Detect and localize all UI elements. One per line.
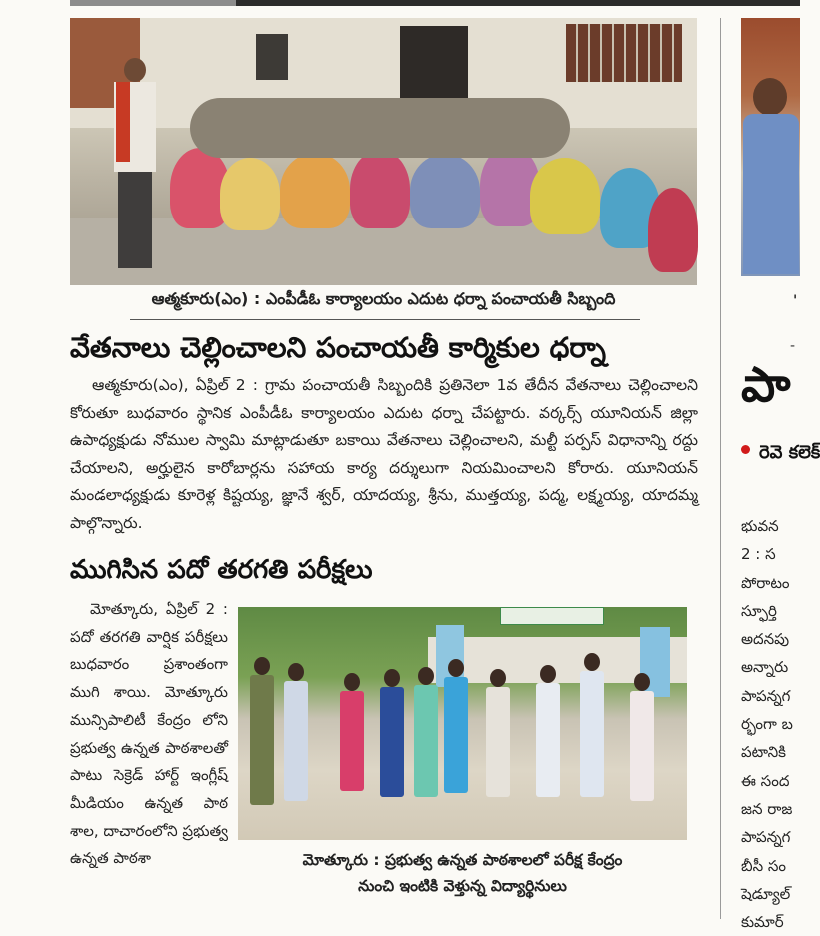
student-figure (578, 653, 608, 833)
photo-caption (238, 847, 687, 899)
caption-rule (130, 319, 640, 320)
protest-photo (70, 18, 697, 285)
student-figure (282, 663, 310, 833)
text-line: ర్భంగా బ (741, 715, 793, 734)
text-line: 2 : స (741, 545, 776, 564)
text-line: ఈ సంద (741, 771, 790, 790)
text-line: బీసీ సం (741, 856, 786, 875)
text-line: భువన (741, 517, 779, 535)
students-photo (238, 607, 687, 840)
article-text: ఆత్మకూరు(ఎం), ఏప్రిల్ 2 : గ్రామ పంచాయతీ సిబ్బందికి ప్రతినెలా 1వ తేదీన వేతనాలు చెల్లించాలని కోరుతూ బుధవారం స్థానిక ఎంపీడీఓ కార్యాలయం ఎదుట ధర్నా చేపట్టారు. వర్కర్స్ యూనియన్ జిల్లా ఉపాధ్యక్షుడు నోముల స్వామి మాట్లాడుతూ బకాయి వేతనాలు చెల్లించాలని, మల్టీ పర్పస్ విధానాన్ని రద్దు చేయాలని, అర్హులైన కారోబార్లను సహాయ కార్య దర్శులుగా నియమించాలని కోరారు. యూనియన్ మండలాధ్యక్షుడు కూరెళ్ల కిష్టయ్య, జ్ఞానే శ్వర్, యాదయ్య, శ్రీను, ముత్తయ్య, పద్మ, లక్ష్మయ్య, యాదమ్మ పాల్గొన్నారు. (70, 376, 698, 532)
text-line: అన్నారు (741, 658, 789, 677)
text-line: అదనపు (741, 630, 790, 649)
text-line: జన రాజ (741, 799, 793, 818)
student-figure (484, 669, 512, 829)
student-figure (412, 667, 440, 827)
text-line: స్ఫూర్తి (741, 601, 777, 620)
top-rule-dark (236, 0, 800, 6)
top-rule-grey (70, 0, 236, 6)
adjacent-article-body (741, 512, 800, 932)
student-figure (628, 673, 656, 833)
person-figure (743, 78, 799, 276)
column-divider (720, 18, 721, 919)
article-body (70, 372, 698, 537)
bullet-icon (741, 445, 750, 454)
text-line: పోరాటం (741, 573, 790, 592)
photo-caption: ఆత్మకూరు(ఎం) : ఎంపీడీఓ కార్యాలయం ఎదుట ధర్నా పంచాయతీ సిబ్బంది (151, 289, 616, 308)
headline: ముగిసిన పదో తరగతి పరీక్షలు (70, 555, 373, 585)
text-line: కుమార్ (741, 913, 784, 932)
text-line: షెడ్యూల్ (741, 884, 791, 903)
student-figure (338, 673, 366, 823)
article-text: మోత్కూరు, ఏప్రిల్ 2 : పదో తరగతి వార్షిక పరీక్షలు బుధవారం ప్రశాంతంగా ముగి శాయి. మోత్కూరు మున్సిపాలిటీ కేంద్రం లోని ప్రభుత్వ ఉన్నత పాఠశాలతో పాటు సెక్రెడ్ హార్ట్ ఇంగ్లీష్ మీడియం ఉన్నత పాఠ శాల, దాచారంలోని ప్రభుత్వ ఉన్నత పాఠశా (70, 600, 228, 868)
clipped-rule-mark: - (790, 338, 796, 354)
text-line: పాపన్నగ (741, 686, 791, 705)
student-figure (378, 669, 406, 825)
text-line: పటానికి (741, 743, 786, 762)
adjacent-headline: పా (741, 357, 791, 413)
photo-caption-line: నుంచి ఇంటికి వెళ్తున్న విద్యార్థినులు (358, 877, 567, 895)
photo-caption-line: మోత్కూరు : ప్రభుత్వ ఉన్నత పాఠశాలలో పరీక్ష కేంద్రం (302, 851, 623, 869)
wall-plaque (256, 34, 288, 80)
speaker-figure (110, 58, 160, 273)
clipped-caption-mark: ' (793, 293, 798, 309)
text-line: పాపన్నగ (741, 828, 791, 847)
student-figure (442, 659, 470, 827)
adjacent-article-photo (741, 18, 800, 276)
office-window (566, 24, 682, 82)
headline: వేతనాలు చెల్లించాలని పంచాయతీ కార్మికుల ధర్నా (70, 331, 606, 364)
adjacent-subheadline: రెవె కలెక్ (759, 442, 820, 463)
article-body (70, 596, 228, 919)
school-banner (500, 607, 604, 625)
student-figure (534, 665, 562, 831)
student-figure (248, 657, 276, 837)
